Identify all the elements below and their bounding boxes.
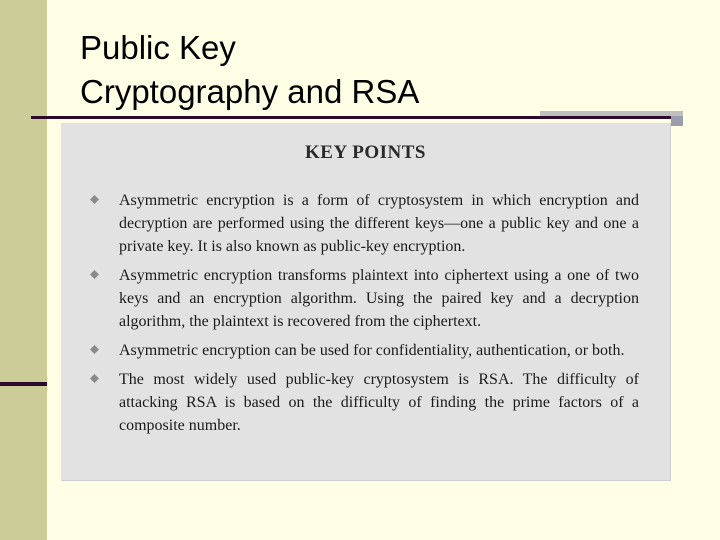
title-underline-rule: [31, 116, 671, 119]
key-point-text: Asymmetric encryption is a form of cryptosystem in which encryption and decryption are performed using the different keys—one a public key and one a private key. It is also known as public-key encryption.: [119, 192, 639, 255]
key-point-text: Asymmetric encryption transforms plaintext into ciphertext using a one of two keys and an encryption algorithm. Using the paired key and a decryption algorithm, the plaintext is recovered from the ciphertext.: [119, 267, 639, 330]
slide-title-line-2: Cryptography and RSA: [80, 73, 420, 110]
slide-title-line-1: Public Key: [80, 29, 236, 66]
diamond-bullet-icon: [90, 374, 99, 383]
key-point-item: [89, 368, 639, 437]
key-point-text: The most widely used public-key cryptosystem is RSA. The difficulty of attacking RSA is based on the difficulty of finding the prime factors of a composite number.: [119, 371, 639, 434]
left-band-divider: [0, 382, 47, 386]
key-point-item: [89, 264, 639, 333]
diamond-bullet-icon: [90, 345, 99, 354]
left-decorative-band: [0, 0, 47, 540]
key-point-item: [89, 339, 639, 362]
diamond-bullet-icon: [90, 195, 99, 204]
key-point-text: Asymmetric encryption can be used for confidentiality, authentication, or both.: [119, 342, 625, 359]
key-points-box: [61, 123, 671, 481]
title-rule-end-cap: [671, 116, 683, 126]
key-point-item: [89, 189, 639, 258]
diamond-bullet-icon: [90, 270, 99, 279]
key-points-list: [89, 189, 639, 443]
key-points-heading: KEY POINTS: [305, 142, 426, 163]
slide-title: [80, 26, 419, 114]
